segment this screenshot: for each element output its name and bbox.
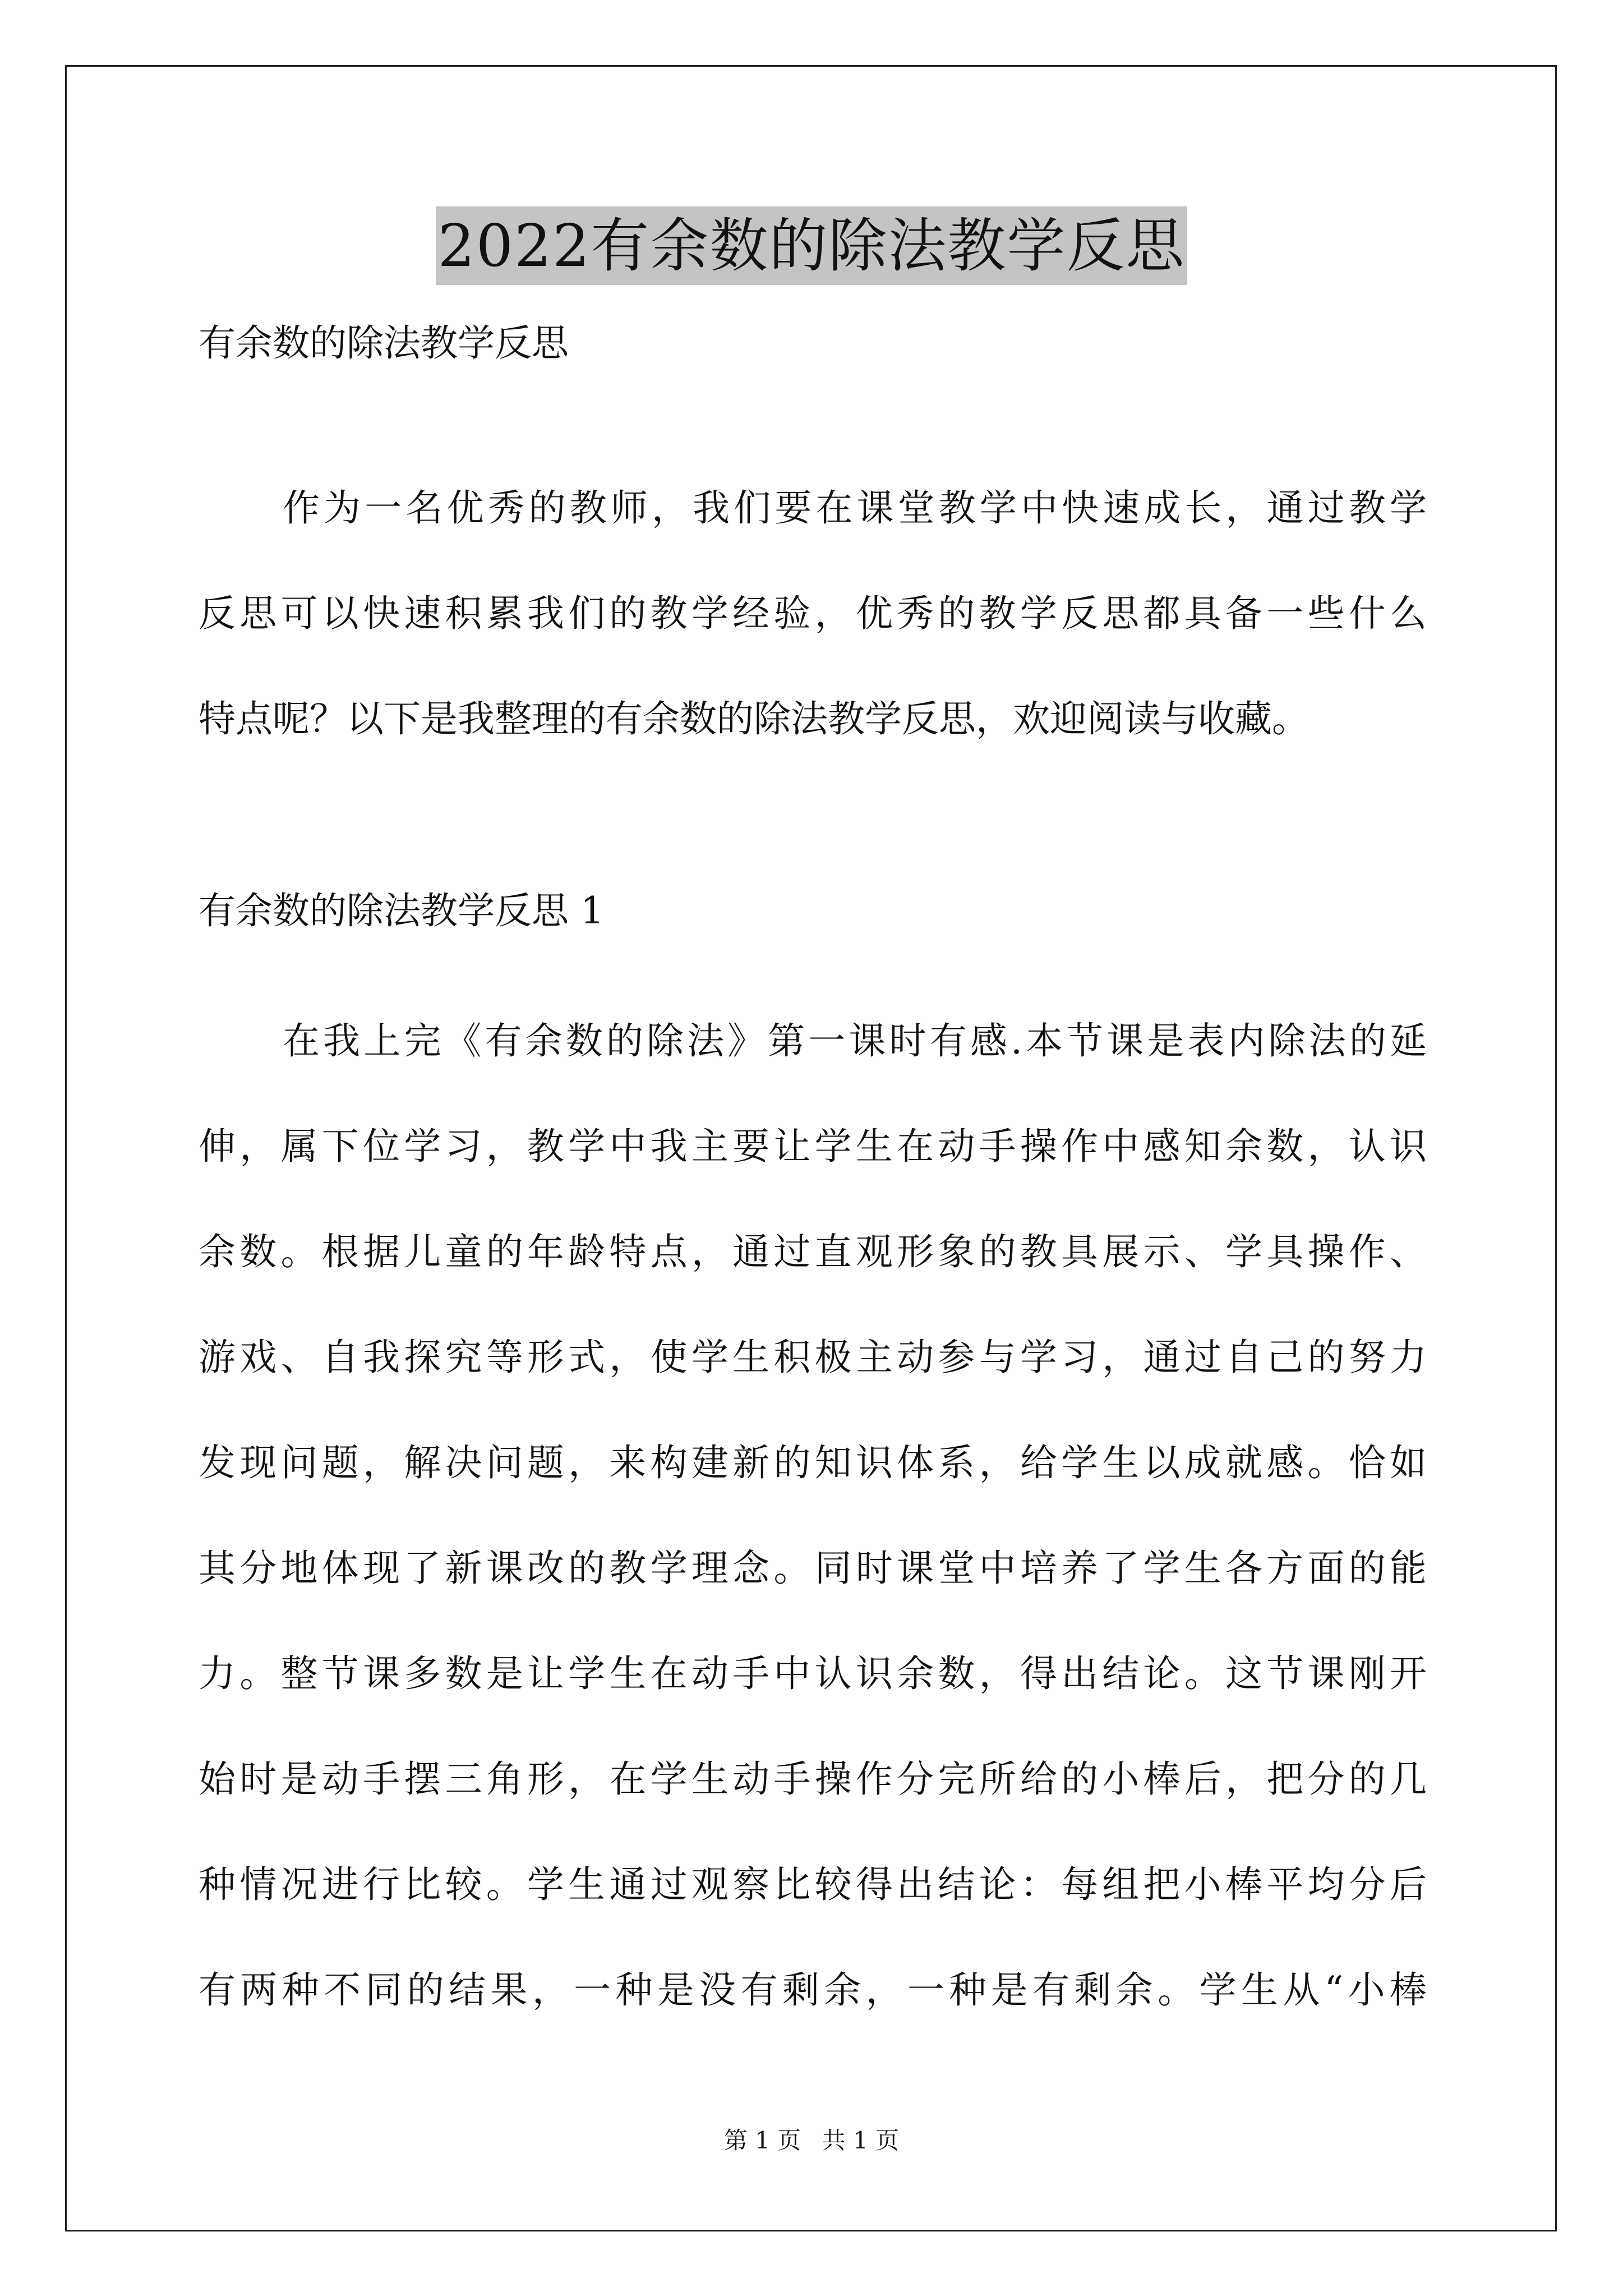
section1-line-3: 余数。根据儿童的年龄特点，通过直观形象的教具展示、学具操作、 <box>199 1230 1427 1273</box>
section1-line-7: 力。整节课多数是让学生在动手中认识余数，得出结论。这节课刚开 <box>199 1652 1427 1695</box>
title-wrap <box>0 206 1623 285</box>
section1-line-1: 在我上完《有余数的除法》第一课时有感.本节课是表内除法的延 <box>283 1019 1427 1062</box>
page-footer <box>0 2125 1623 2156</box>
intro-line-1: 作为一名优秀的教师，我们要在课堂教学中快速成长，通过教学 <box>283 486 1427 530</box>
intro-line-2: 反思可以快速积累我们的教学经验，优秀的教学反思都具备一些什么 <box>199 592 1427 635</box>
page-number: 第 1 页 <box>723 2127 801 2154</box>
document-title: 2022有余数的除法教学反思 <box>436 206 1188 285</box>
section1-line-9: 种情况进行比较。学生通过观察比较得出结论：每组把小棒平均分后 <box>199 1863 1427 1906</box>
section1-line-5: 发现问题，解决问题，来构建新的知识体系，给学生以成就感。恰如 <box>199 1441 1427 1484</box>
section1-line-2: 伸，属下位学习，教学中我主要让学生在动手操作中感知余数，认识 <box>199 1125 1427 1168</box>
section1-line-6: 其分地体现了新课改的教学理念。同时课堂中培养了学生各方面的能 <box>199 1547 1427 1590</box>
section1-line-10: 有两种不同的结果，一种是没有剩余，一种是有剩余。学生从“小棒 <box>199 1968 1427 2012</box>
section1-paragraph <box>199 988 1427 2043</box>
page-total: 共 1 页 <box>822 2127 900 2154</box>
intro-heading: 有余数的除法教学反思 <box>199 321 569 365</box>
intro-paragraph <box>199 455 1427 772</box>
section1-line-8: 始时是动手摆三角形，在学生动手操作分完所给的小棒后，把分的几 <box>199 1757 1427 1801</box>
intro-line-3: 特点呢？以下是我整理的有余数的除法教学反思，欢迎阅读与收藏。 <box>199 697 1309 740</box>
section1-heading: 有余数的除法教学反思 1 <box>199 889 604 932</box>
section1-line-4: 游戏、自我探究等形式，使学生积极主动参与学习，通过自己的努力 <box>199 1336 1427 1379</box>
